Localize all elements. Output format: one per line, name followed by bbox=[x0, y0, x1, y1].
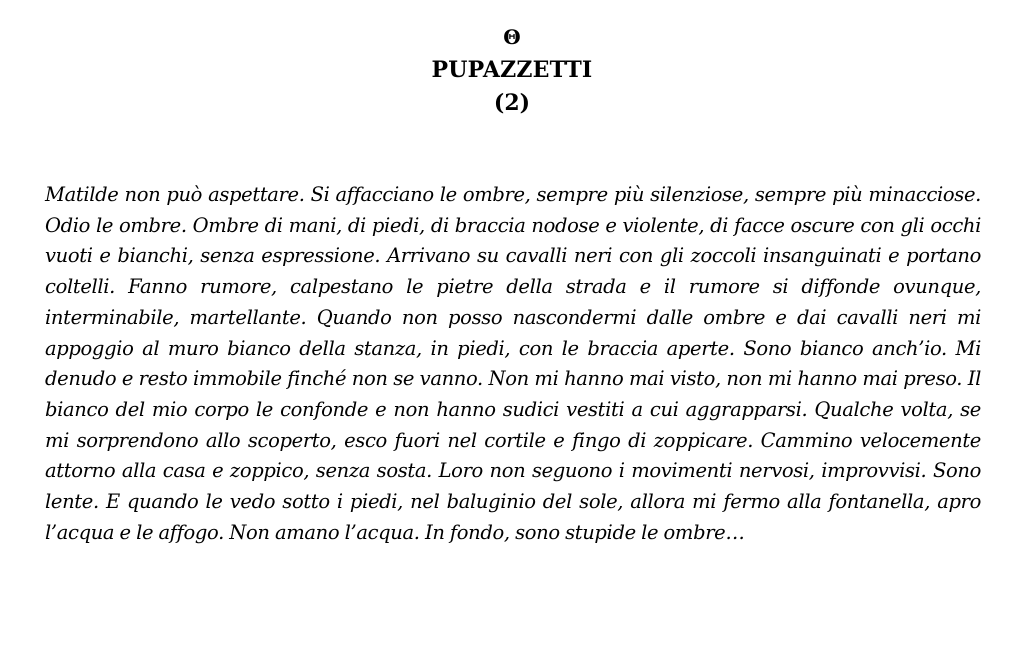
chapter-title: PUPAZZETTI bbox=[431, 57, 593, 83]
chapter-number: (2) bbox=[493, 90, 531, 116]
body-paragraph: Matilde non può aspettare. Si affacciano le ombre, sempre più silenziose, sempre più minacciose. Odio le ombre. Ombre di mani, di piedi, di braccia nodose e violente, di facce oscure con gli occhi vuoti e bianchi, senza espressione. Arrivano su cavalli neri con gli zoccoli insanguinati e portano coltelli. Fanno rumore, calpestano le pietre della strada e il rumore si diffonde ovunque, interminabile, martellante. Quando non posso nascondermi dalle ombre e dai cavalli neri mi appoggio al muro bianco della stanza, in piedi, con le braccia aperte. Sono bianco anch’io. Mi denudo e resto immobile finché non se vanno. Non mi hanno mai visto, non mi hanno mai preso. Il bianco del mio corpo le confonde e non hanno sudici vestiti a cui aggrapparsi. Qualche volta, se mi sorprendono allo scoperto, esco fuori nel cortile e fingo di zoppicare. Cammino velocemente attorno alla casa e zoppico, senza sosta. Loro non seguono i movimenti nervosi, improvvisi. Sono lente. E quando le vedo sotto i piedi, nel baluginio del sole, allora mi fermo alla fontanella, apro l’acqua e le affogo. Non amano l’acqua. In fondo, sono stupide le ombre… bbox=[45, 183, 981, 544]
chapter-symbol: Θ bbox=[503, 25, 521, 49]
